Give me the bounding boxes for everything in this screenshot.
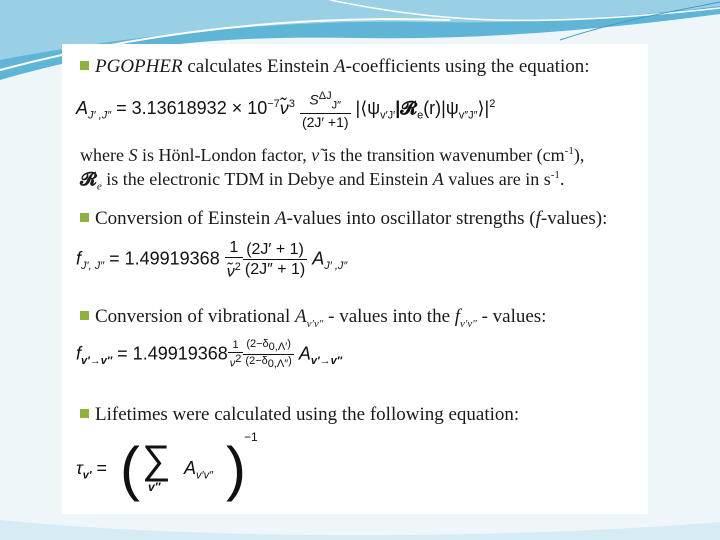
- bullet-3-f-sub: v′v″: [460, 317, 477, 330]
- eq3-frac2-den-sub: 0,Λ″: [267, 358, 289, 371]
- eq3-frac1-den-sup: 2: [235, 352, 242, 365]
- eq1-equals: = 3.13618932 × 10: [111, 97, 268, 118]
- bullet-2-text-c: -values into oscillator strengths (: [286, 208, 536, 229]
- bullet-3-text-g: - values:: [476, 306, 547, 327]
- bullet-1: [80, 56, 640, 78]
- where-text-2b: values are in s: [443, 169, 551, 189]
- eq3-lhs-sub: v′→v″: [81, 355, 113, 368]
- eq1-exponent: −7: [267, 97, 280, 110]
- bullet-3-text-d: - values into the: [323, 306, 455, 327]
- where-R: 𝓡: [80, 169, 97, 189]
- equation-vibrational-f: [76, 338, 342, 371]
- eq3-fraction-2: [243, 338, 293, 371]
- eq3-frac2-num-end: ): [287, 338, 291, 350]
- eq4-sum-sub: v″: [148, 480, 161, 494]
- bullet-2-var: A: [274, 208, 287, 229]
- eq2-fraction-1: [225, 238, 243, 281]
- eq3-equals: = 1.49919368: [112, 343, 228, 364]
- slide-content: [62, 44, 648, 514]
- eq1-frac-num: S: [309, 91, 319, 108]
- eq2-rhs: A: [312, 248, 325, 269]
- where-A: A: [432, 169, 444, 189]
- eq1-nu-exp: 3: [288, 97, 295, 110]
- eq2-lhs: f: [76, 248, 82, 269]
- eq1-frac-num-sub: J″: [331, 99, 342, 112]
- eq2-frac2-num: (2J′ + 1): [243, 240, 307, 260]
- eq3-frac2-den-end: ): [288, 355, 292, 368]
- eq1-frac-num-sup: ΔJ: [318, 90, 332, 102]
- eq4-term: A: [184, 458, 197, 478]
- eq2-rhs-sub: J′ ,J″: [324, 260, 348, 273]
- eq3-lhs: f: [76, 343, 82, 364]
- eq1-r: (r)|ψ: [423, 97, 459, 118]
- eq3-frac1-num: 1: [228, 339, 244, 353]
- eq4-term-sub: v′v″: [196, 469, 213, 482]
- eq2-equals: = 1.49919368: [104, 248, 220, 269]
- eq4-lhs-sub: v′: [82, 469, 92, 482]
- eq2-frac1-den: ν̃: [226, 263, 235, 281]
- bullet-1-text: calculates Einstein: [182, 56, 335, 77]
- where-text-c: is the transition wavenumber (cm: [319, 145, 565, 165]
- pgopher-name: PGOPHER: [95, 56, 183, 77]
- eq1-lhs: A: [76, 97, 89, 118]
- eq1-close: ⟩|: [477, 97, 490, 118]
- where-sup: -1: [564, 145, 574, 157]
- eq3-frac2-num-sub: 0,Λ′: [268, 341, 288, 354]
- bullet-2: [80, 208, 640, 230]
- bullet-marker: [80, 409, 89, 418]
- eq1-psi1-sub: v′J′: [380, 109, 396, 122]
- eq4-sum: ∑: [142, 438, 171, 482]
- where-text: where: [80, 145, 129, 165]
- eq1-frac-den: (2J′ +1): [301, 114, 349, 131]
- eq3-rhs: A: [298, 343, 311, 364]
- eq4-paren-right: ): [226, 435, 246, 502]
- where-R-sub: e: [96, 180, 102, 193]
- where-nu: ν̃: [311, 145, 320, 165]
- bullet-2-f: f: [535, 208, 541, 229]
- bullet-3-A: A: [295, 306, 307, 327]
- where-text-2c: .: [559, 169, 565, 189]
- eq2-fraction-2: [243, 240, 307, 279]
- where-text-d: ),: [573, 145, 585, 165]
- bullet-1-text-end: -coefficients using the equation:: [345, 56, 590, 77]
- eq1-tdm: |𝓡: [395, 97, 418, 118]
- bullet-4-text: Lifetimes were calculated using the following equation:: [95, 404, 520, 425]
- eq1-psi2-sub: v″J″: [458, 109, 478, 122]
- eq1-fraction: [300, 88, 351, 130]
- eq1-bracket: |⟨ψ: [355, 97, 381, 118]
- eq4-exponent: −1: [244, 430, 258, 444]
- where-line-1: [80, 140, 640, 166]
- equation-oscillator-strength: [76, 238, 347, 281]
- eq2-frac1-num: 1: [225, 238, 243, 258]
- bullet-4: [80, 404, 640, 426]
- eq1-square: 2: [489, 97, 496, 110]
- bullet-1-var: A: [334, 56, 346, 77]
- eq4-equals: =: [91, 458, 108, 478]
- eq1-lhs-sub: J′ ,J″: [88, 109, 112, 122]
- eq2-lhs-sub: J′, J″: [81, 260, 105, 273]
- bullet-marker: [80, 311, 89, 320]
- bullet-marker: [80, 61, 89, 70]
- where-line-2: [80, 164, 640, 198]
- bullet-marker: [80, 213, 89, 222]
- equation-einstein-a: [76, 88, 495, 130]
- bullet-2-text-e: -values):: [540, 208, 608, 229]
- eq3-frac2-num: (2−δ: [246, 338, 269, 350]
- eq4-paren-left: (: [120, 435, 140, 502]
- eq2-frac1-den-sup: 2: [234, 261, 241, 273]
- where-text-2a: is the electronic TDM in Debye and Einstein: [101, 169, 433, 189]
- bullet-3: [80, 306, 640, 335]
- bullet-2-text: Conversion of Einstein: [95, 208, 275, 229]
- bullet-3-text: Conversion of vibrational: [95, 306, 295, 327]
- where-text-b: is Hönl-London factor,: [137, 145, 312, 165]
- eq3-fraction-1: [228, 339, 244, 371]
- eq1-tdm-sub: e: [417, 109, 424, 122]
- where-sup-2: -1: [550, 169, 560, 181]
- bullet-3-A-sub: v′v″: [306, 317, 324, 330]
- eq1-nu: ν̃: [279, 97, 289, 118]
- eq3-frac2-den: (2−δ: [245, 355, 268, 368]
- eq2-frac2-den: (2J″ + 1): [244, 261, 306, 279]
- eq4-lhs: τ: [76, 458, 83, 478]
- bullet-3-f: f: [454, 306, 461, 327]
- where-S: S: [128, 145, 138, 165]
- eq3-frac1-den: ν: [229, 357, 236, 370]
- eq3-rhs-sub: v′→v″: [310, 355, 343, 368]
